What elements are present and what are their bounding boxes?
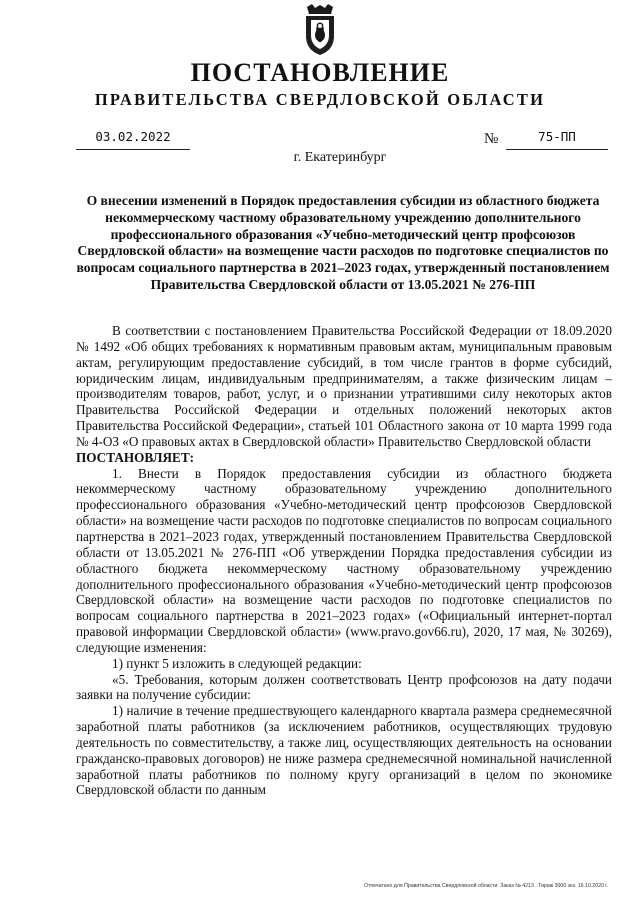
document-date: 03.02.2022 — [76, 129, 190, 150]
document-type-title: ПОСТАНОВЛЕНИЕ — [190, 58, 450, 87]
document-city: г. Екатеринбург — [293, 150, 387, 165]
document-number: 75-ПП — [506, 129, 608, 150]
document-body — [76, 323, 612, 798]
quoted-clause-5: «5. Требования, которым должен соответствовать Центр профсоюзов на дату подачи заявки на получение субсидии: — [76, 671, 612, 703]
document-heading: О внесении изменений в Порядок предоставления субсидии из областного бюджета некоммерческому частному образовательному учреждению дополнительного профессионального образования «Учебно-методический центр профсоюзов Свердловской области» на возмещение части расходов по подготовке специалистов по вопросам социального партнерства в 2021–2023 годах, утвержденный постановлением Правительства Свердловской области от 13.05.2021 № 276-ПП — [76, 193, 610, 292]
issuer-title: ПРАВИТЕЛЬСТВА СВЕРДЛОВСКОЙ ОБЛАСТИ — [94, 90, 546, 109]
resolves-heading: ПОСТАНОВЛЯЕТ: — [76, 449, 195, 465]
intro-paragraph: В соответствии с постановлением Правительства Российской Федерации от 18.09.2020 № 1492 «Об общих требованиях к нормативным правовым актам, муниципальным правовым актам, регулирующим предоставление субсидий, в том числе грантов в форме субсидий, юридическим лицам, индивидуальным предпринимателям, а также физическим лицам – производителям товаров, работ, услуг, и о признании утратившими силу некоторых актов Правительства Российской Федерации и отдельных положений некоторых актов Правительства Российской Федерации», статьей 101 Областного закона от 10 марта 1999 года № 4-ОЗ «О правовых актах в Свердловской области» Правительство Свердловской области — [76, 323, 612, 449]
clause-5-subitem-1: 1) наличие в течение предшествующего календарного квартала размера среднемесячной заработной платы работников (за исключением работников, осуществляющих трудовую деятельность по совместительству, а также лиц, осуществляющих деятельность на основании гражданско-правовых договоров) не ниже размера среднемесячной номинальной начисленной заработной платы работников по полному кругу организаций в целом по экономике Свердловской области по данным — [76, 703, 612, 798]
item-1-subitem-1: 1) пункт 5 изложить в следующей редакции: — [112, 655, 362, 671]
number-sign: № — [484, 131, 499, 147]
coat-of-arms-icon — [302, 4, 338, 56]
print-footer: Отпечатано для Правительства Свердловской области. Заказ № 4213 . Тираж 3000 экз. 16.10.2020 г. — [364, 883, 608, 889]
item-1-paragraph: 1. Внести в Порядок предоставления субсидии из областного бюджета некоммерческому частному образовательному учреждению дополнительного профессионального образования «Учебно-методический центр профсоюзов Свердловской области» на возмещение части расходов по подготовке специалистов по вопросам социального партнерства в 2021–2023 годах, утвержденный постановлением Правительства Свердловской области от 13.05.2021 № 276-ПП «Об утверждении Порядка предоставления субсидии из областного бюджета некоммерческому частному образовательному учреждению дополнительного профессионального образования «Учебно-методический центр профсоюзов Свердловской области» на возмещение части расходов по подготовке специалистов по вопросам социального партнерства в 2021–2023 годах» («Официальный интернет-портал правовой информации Свердловской области» (www.pravo.gov66.ru), 2020, 17 мая, № 30269), следующие изменения: — [76, 465, 612, 655]
